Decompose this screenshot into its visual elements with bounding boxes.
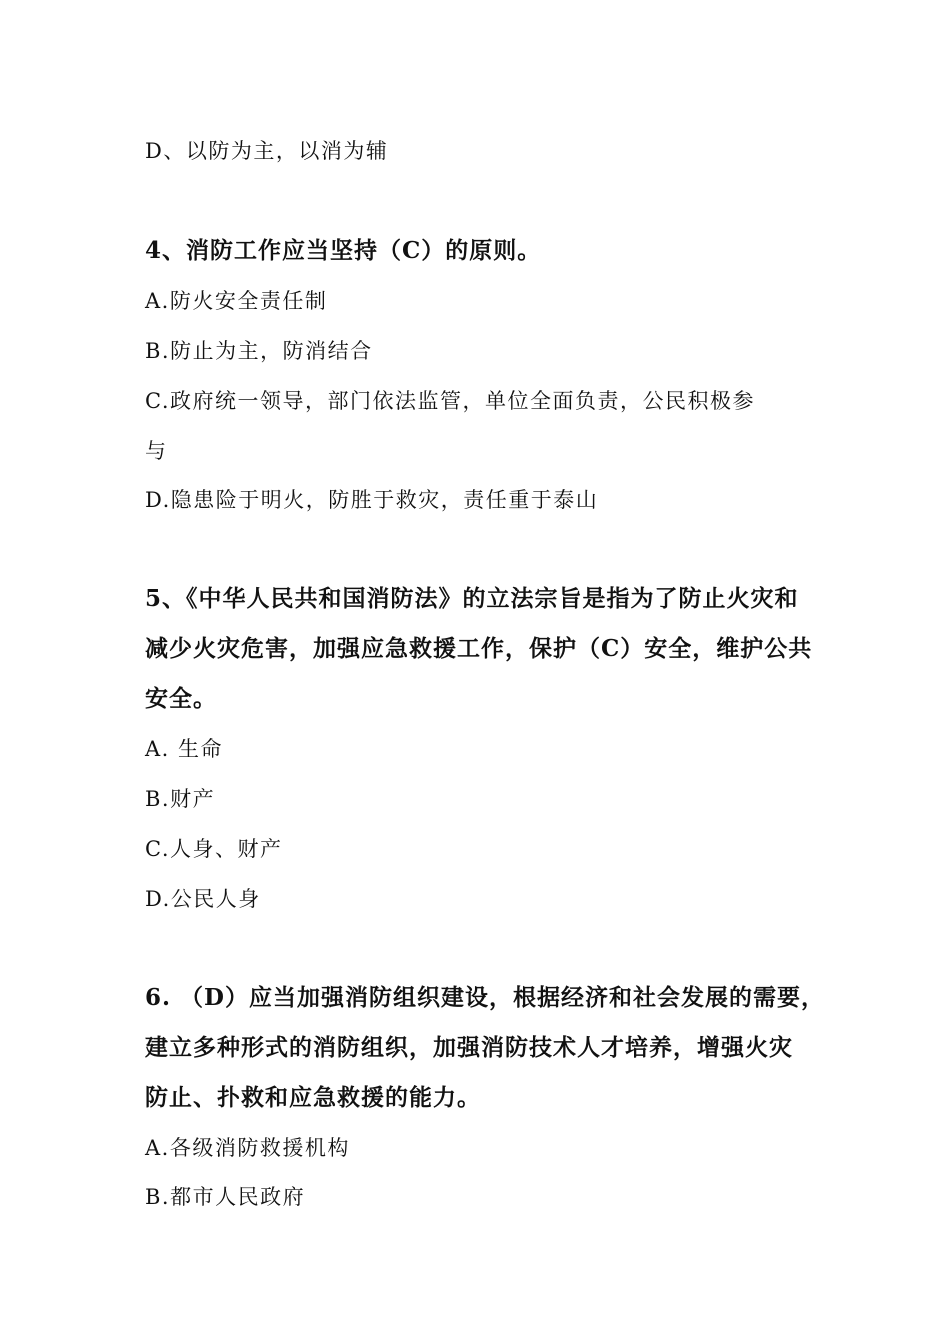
- option-d-prev: D、以防为主，以消为辅: [145, 139, 389, 163]
- question-6-stem-line-2: 建立多种形式的消防组织，加强消防技术人才培养，增强火灾: [145, 1034, 793, 1061]
- question-5-option-c: C.人身、财产: [145, 837, 283, 861]
- question-4-option-d: D.隐患险于明火，防胜于救灾，责任重于泰山: [145, 488, 599, 512]
- question-5-stem-line-3: 安全。: [145, 685, 217, 712]
- question-4-option-c-cont: 与: [145, 439, 168, 463]
- question-6-option-b: B.都市人民政府: [145, 1185, 306, 1209]
- question-4-option-a: A.防火安全责任制: [145, 289, 328, 313]
- question-6-option-a: A.各级消防救援机构: [145, 1136, 350, 1160]
- question-5-option-b: B.财产: [145, 787, 216, 811]
- question-4-option-c: C.政府统一领导，部门依法监管，单位全面负责，公民积极参: [145, 389, 755, 413]
- question-6-stem-line-1: 6. （D）应当加强消防组织建设，根据经济和社会发展的需要，: [145, 984, 825, 1011]
- question-5-stem-line-1: 5、《中华人民共和国消防法》的立法宗旨是指为了防止火灾和: [145, 585, 799, 612]
- question-4-option-b: B.防止为主，防消结合: [145, 339, 373, 363]
- question-6-stem-line-3: 防止、扑救和应急救援的能力。: [145, 1084, 481, 1111]
- question-5-stem-line-2: 减少火灾危害，加强应急救援工作，保护（C）安全，维护公共: [145, 635, 813, 662]
- question-5-option-d: D.公民人身: [145, 887, 261, 911]
- question-5-option-a: A. 生命: [145, 737, 224, 761]
- question-4-stem: 4、消防工作应当坚持（C）的原则。: [145, 237, 542, 264]
